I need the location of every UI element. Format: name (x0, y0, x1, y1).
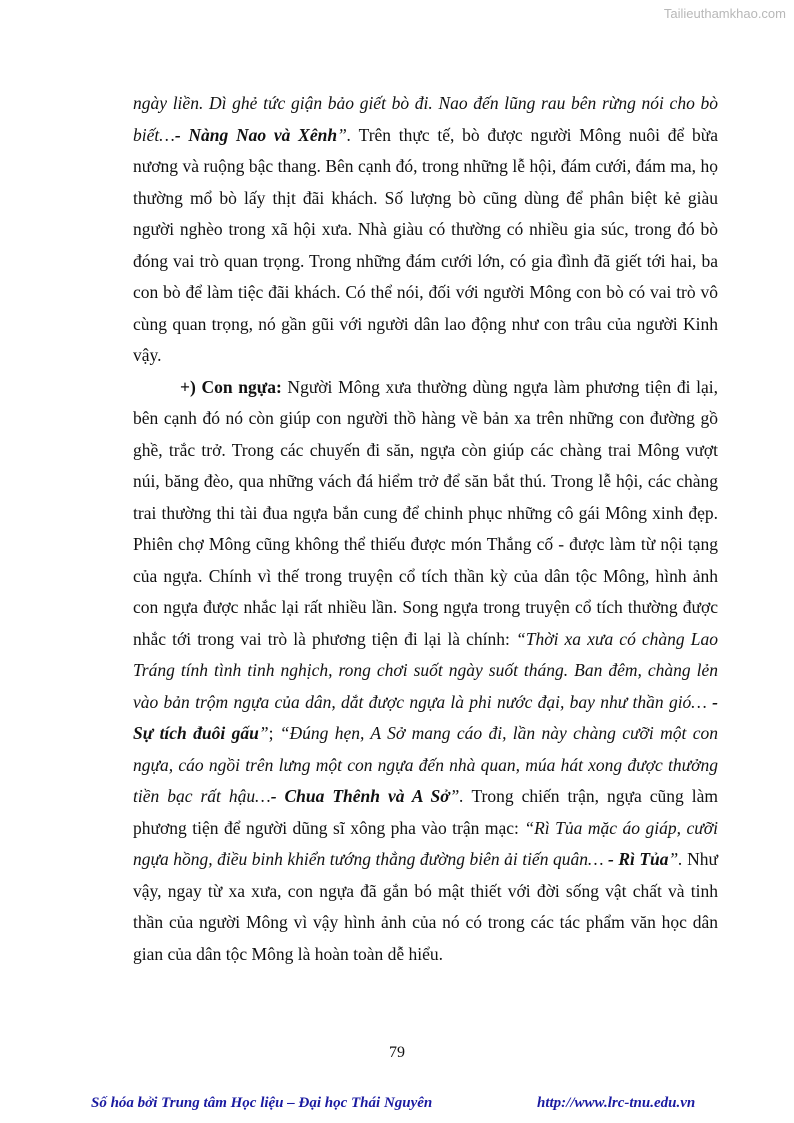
page-body (133, 88, 718, 970)
source-chua-thenh: - Chua Thênh và A Sở (270, 786, 450, 806)
watermark-text: Tailieuthamkhao.com (663, 6, 786, 21)
quote-close: ” (258, 723, 269, 743)
footer-url: http://www.lrc-tnu.edu.vn (537, 1095, 696, 1111)
quote-close: ”. (668, 849, 683, 869)
paragraph-text: Trên thực tế, bò được người Mông nuôi để bừa nương và ruộng bậc thang. Bên cạnh đó, trong những lễ hội, đám cưới, đám ma, họ thường mổ bò lấy thịt đãi khách. Số lượng bò cũng dùng để phân biệt kẻ giàu người nghèo trong xã hội xưa. Nhà giàu có thường có nhiều gia súc, trong đó bò đóng vai trò quan trọng. Trong những đám cưới lớn, có gia đình đã giết tới hai, ba con bò để làm tiệc đãi khách. Có thể nói, đối với người Mông con bò có vai trò vô cùng quan trọng, nó gần gũi với người dân lao động như con trâu của người Kinh vậy. (133, 124, 718, 365)
source-ri-tua: - Rì Tủa (608, 849, 669, 869)
page-number: 79 (389, 1044, 405, 1061)
quote-lao-trang: “Thời xa xưa có chàng Lao Tráng tính tình tinh nghịch, rong chơi suốt ngày suốt tháng. Ban đêm, chàng lẻn vào bản trộm ngựa của dân, dắt được ngựa là phi nước đại, bay như thần gió… (133, 628, 719, 712)
quote-close: ”. (449, 786, 464, 806)
quote-nao-xenh: ngày liền. Dì ghẻ tức giận bảo giết bò đi. Nao đến lũng rau bên rừng nói cho bò biết… (133, 93, 718, 145)
footer (0, 1095, 794, 1117)
footer-credit: Số hóa bởi Trung tâm Học liệu – Đại học Thái Nguyên (91, 1095, 433, 1111)
paragraph-cattle (133, 88, 718, 372)
paragraph-horse (133, 372, 718, 971)
quote-ri-tua: “Rì Tủa mặc áo giáp, cưỡi ngựa hồng, điều binh khiển tướng thẳng đường biên ải tiến quân… (133, 817, 718, 869)
paragraph-text: Trong chiến trận, ngựa cũng làm phương tiện để người dũng sĩ xông pha vào trận mạc: (133, 786, 718, 838)
source-nao-xenh: - Nàng Nao và Xênh (174, 124, 338, 145)
source-duoi-gau: - Sự tích đuôi gấu (133, 691, 718, 743)
paragraph-text: Người Mông xưa thường dùng ngựa làm phương tiện đi lại, bên cạnh đó nó còn giúp con người thồ hàng về bản xa trên những con đường gồ ghề, trắc trở. Trong các chuyến đi săn, ngựa còn giúp các chàng trai Mông vượt núi, băng đèo, qua những vách đá hiểm trở để săn bắt thú. Trong lễ hội, các chàng trai thường thi tài đua ngựa bắn cung để chinh phục những cô gái Mông xinh đẹp. Phiên chợ Mông cũng không thể thiếu được món Thắng cố - được làm từ nội tạng của ngựa. Chính vì thế trong truyện cổ tích thần kỳ của dân tộc Mông, hình ảnh con ngựa được nhắc lại rất nhiều lần. Song ngựa trong truyện cổ tích thường được nhắc tới trong vai trò là phương tiện đi lại là chính: (133, 376, 718, 649)
separator: ; (268, 723, 280, 743)
quote-close: ”. (337, 124, 352, 145)
quote-a-so: “Đúng hẹn, A Sở mang cáo đi, lần này chàng cưỡi một con ngựa, cáo ngồi trên lưng một con ngựa đến nhà quan, múa hát xong được thưởng tiền bạc rất hậu… (133, 723, 718, 806)
section-heading-horse: +) Con ngựa: (180, 376, 282, 397)
paragraph-text: Như vậy, ngay từ xa xưa, con ngựa đã gắn bó mật thiết với đời sống vật chất và tinh thần của người Mông vì vậy hình ảnh của nó có trong các tác phẩm văn học dân gian của dân tộc Mông là hoàn toàn dễ hiểu. (133, 849, 719, 964)
